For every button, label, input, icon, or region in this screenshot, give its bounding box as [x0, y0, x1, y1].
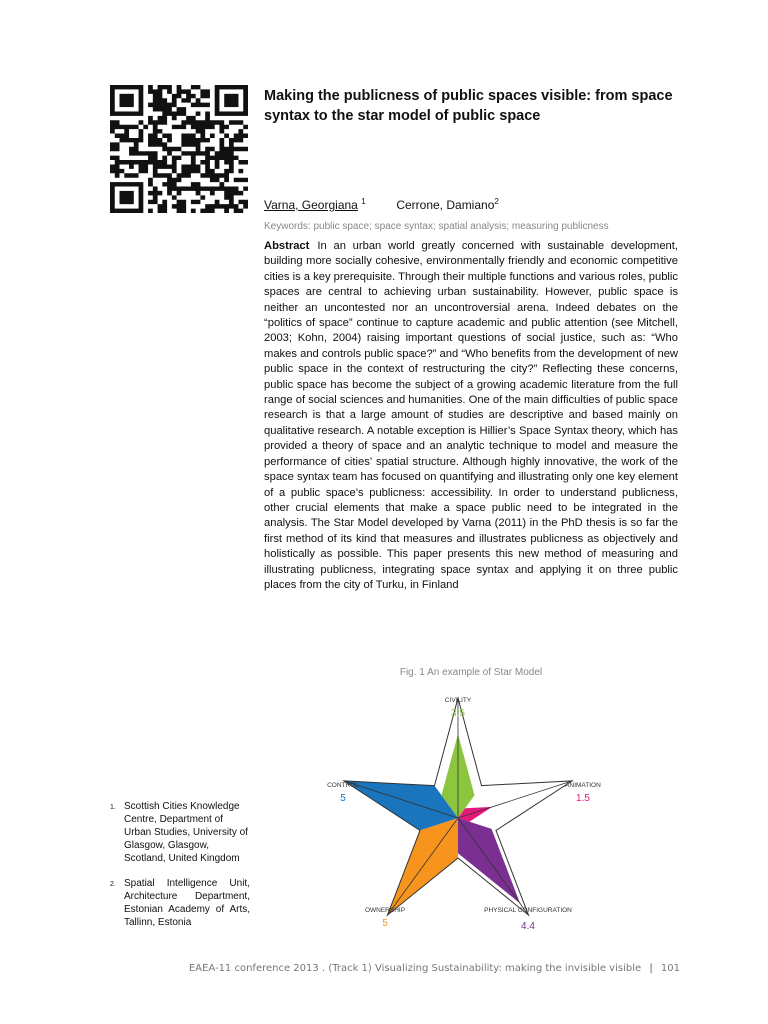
axis-label: CONTROL — [327, 782, 359, 789]
figure-caption: Fig. 1 An example of Star Model — [399, 667, 543, 678]
star-model-chart — [300, 686, 620, 936]
keywords: Keywords: public space; space syntax; spatial analysis; measuring publicness — [264, 221, 609, 232]
affiliation-number: 2. — [110, 881, 116, 888]
axis-value-label: 5 — [340, 793, 346, 804]
qr-finder-square — [120, 191, 134, 204]
axis-value-label: 3.5 — [451, 708, 465, 719]
affiliation-number: 1. — [110, 804, 116, 811]
author-name: Cerrone, Damiano — [396, 198, 495, 212]
author-list — [264, 197, 499, 212]
abstract-label: Abstract — [264, 240, 310, 252]
axis-label: PHYSICAL CONFIGURATION — [484, 907, 572, 914]
star-segment-control — [344, 781, 458, 831]
page-footer — [189, 963, 680, 974]
axis-label: ANIMATION — [565, 782, 601, 789]
affiliation-text: Spatial Intelligence Unit, Architecture Department, Estonian Academy of Arts, Tallinn, Estonia — [124, 878, 250, 928]
affiliation-note — [110, 877, 250, 929]
footer-separator: | — [649, 963, 653, 974]
axis-value-label: 4.4 — [521, 921, 535, 932]
qr-finder-square — [120, 94, 134, 107]
paper-title: Making the publicness of public spaces visible: from space syntax to the star model of public space — [264, 88, 673, 124]
author-affiliation-mark: 2 — [494, 197, 499, 206]
axis-value-label: 1.5 — [576, 793, 590, 804]
page-number: 101 — [660, 963, 680, 974]
axis-label: OWNERSHIP — [364, 907, 406, 914]
star-axis-line — [458, 781, 572, 818]
axis-value-label: 5 — [382, 918, 388, 929]
author-affiliation-mark: 1 — [361, 197, 366, 206]
abstract — [264, 239, 678, 593]
abstract-text: In an urban world greatly concerned with sustainable development, building more socially cohesive, environmentally friendly and economic competitive cities is a key prerequisite. Through their multiple functions and various roles, public spaces are central to achieving urban sustainability. However, public space is neither an uncontested nor an uncontroversial arena. Indeed debates on the “politics of space” continue to capture academic and public attention (see Mitchell, 2003; Kohn, 2004) raising important questions of social justice, such as: “Who makes and controls public space?” and “Who benefits from the development of new public space in the context of restructuring the city?” Reflecting these concerns, public space has become the subject of a growing academic literature from the full range of social sciences and humanities. One of the main difficulties of public space research is that a large amount of studies are descriptive and based mainly on qualitative research. A notable exception is Hillier’s Space Syntax theory, which has provided a theory of space and an analytic technique to model and measure the performance of cities’ spatial structure. Although highly innovative, the work of the space syntax team has focused on quantifying and illustrating only one key element of a public space’s publicness: accessibility. In order to understand publicness, other crucial elements that make a space public need to be integrated in the analysis. The Star Model developed by Varna (2011) in the PhD thesis is so far the first method of its kind that measures and illustrates publicness as objectively and holistically as possible. This paper presents this new method of measuring and illustrating publicness, integrating space syntax and applying it on three public places from the city of Turku, in Finland — [264, 240, 678, 591]
affiliation-note — [110, 800, 250, 865]
axis-label: CIVILITY — [444, 697, 472, 704]
author-name[interactable]: Varna, Georgiana — [264, 198, 358, 212]
footer-text: EAEA-11 conference 2013 . (Track 1) Visualizing Sustainability: making the invisible visible — [188, 963, 642, 974]
qr-finder-square — [224, 94, 238, 107]
affiliation-text: Scottish Cities Knowledge Centre, Department of Urban Studies, University of Glasgow, Glasgow, Scotland, United Kingdom — [124, 801, 248, 864]
qr-code-image — [110, 85, 248, 213]
affiliation-notes — [110, 800, 250, 941]
